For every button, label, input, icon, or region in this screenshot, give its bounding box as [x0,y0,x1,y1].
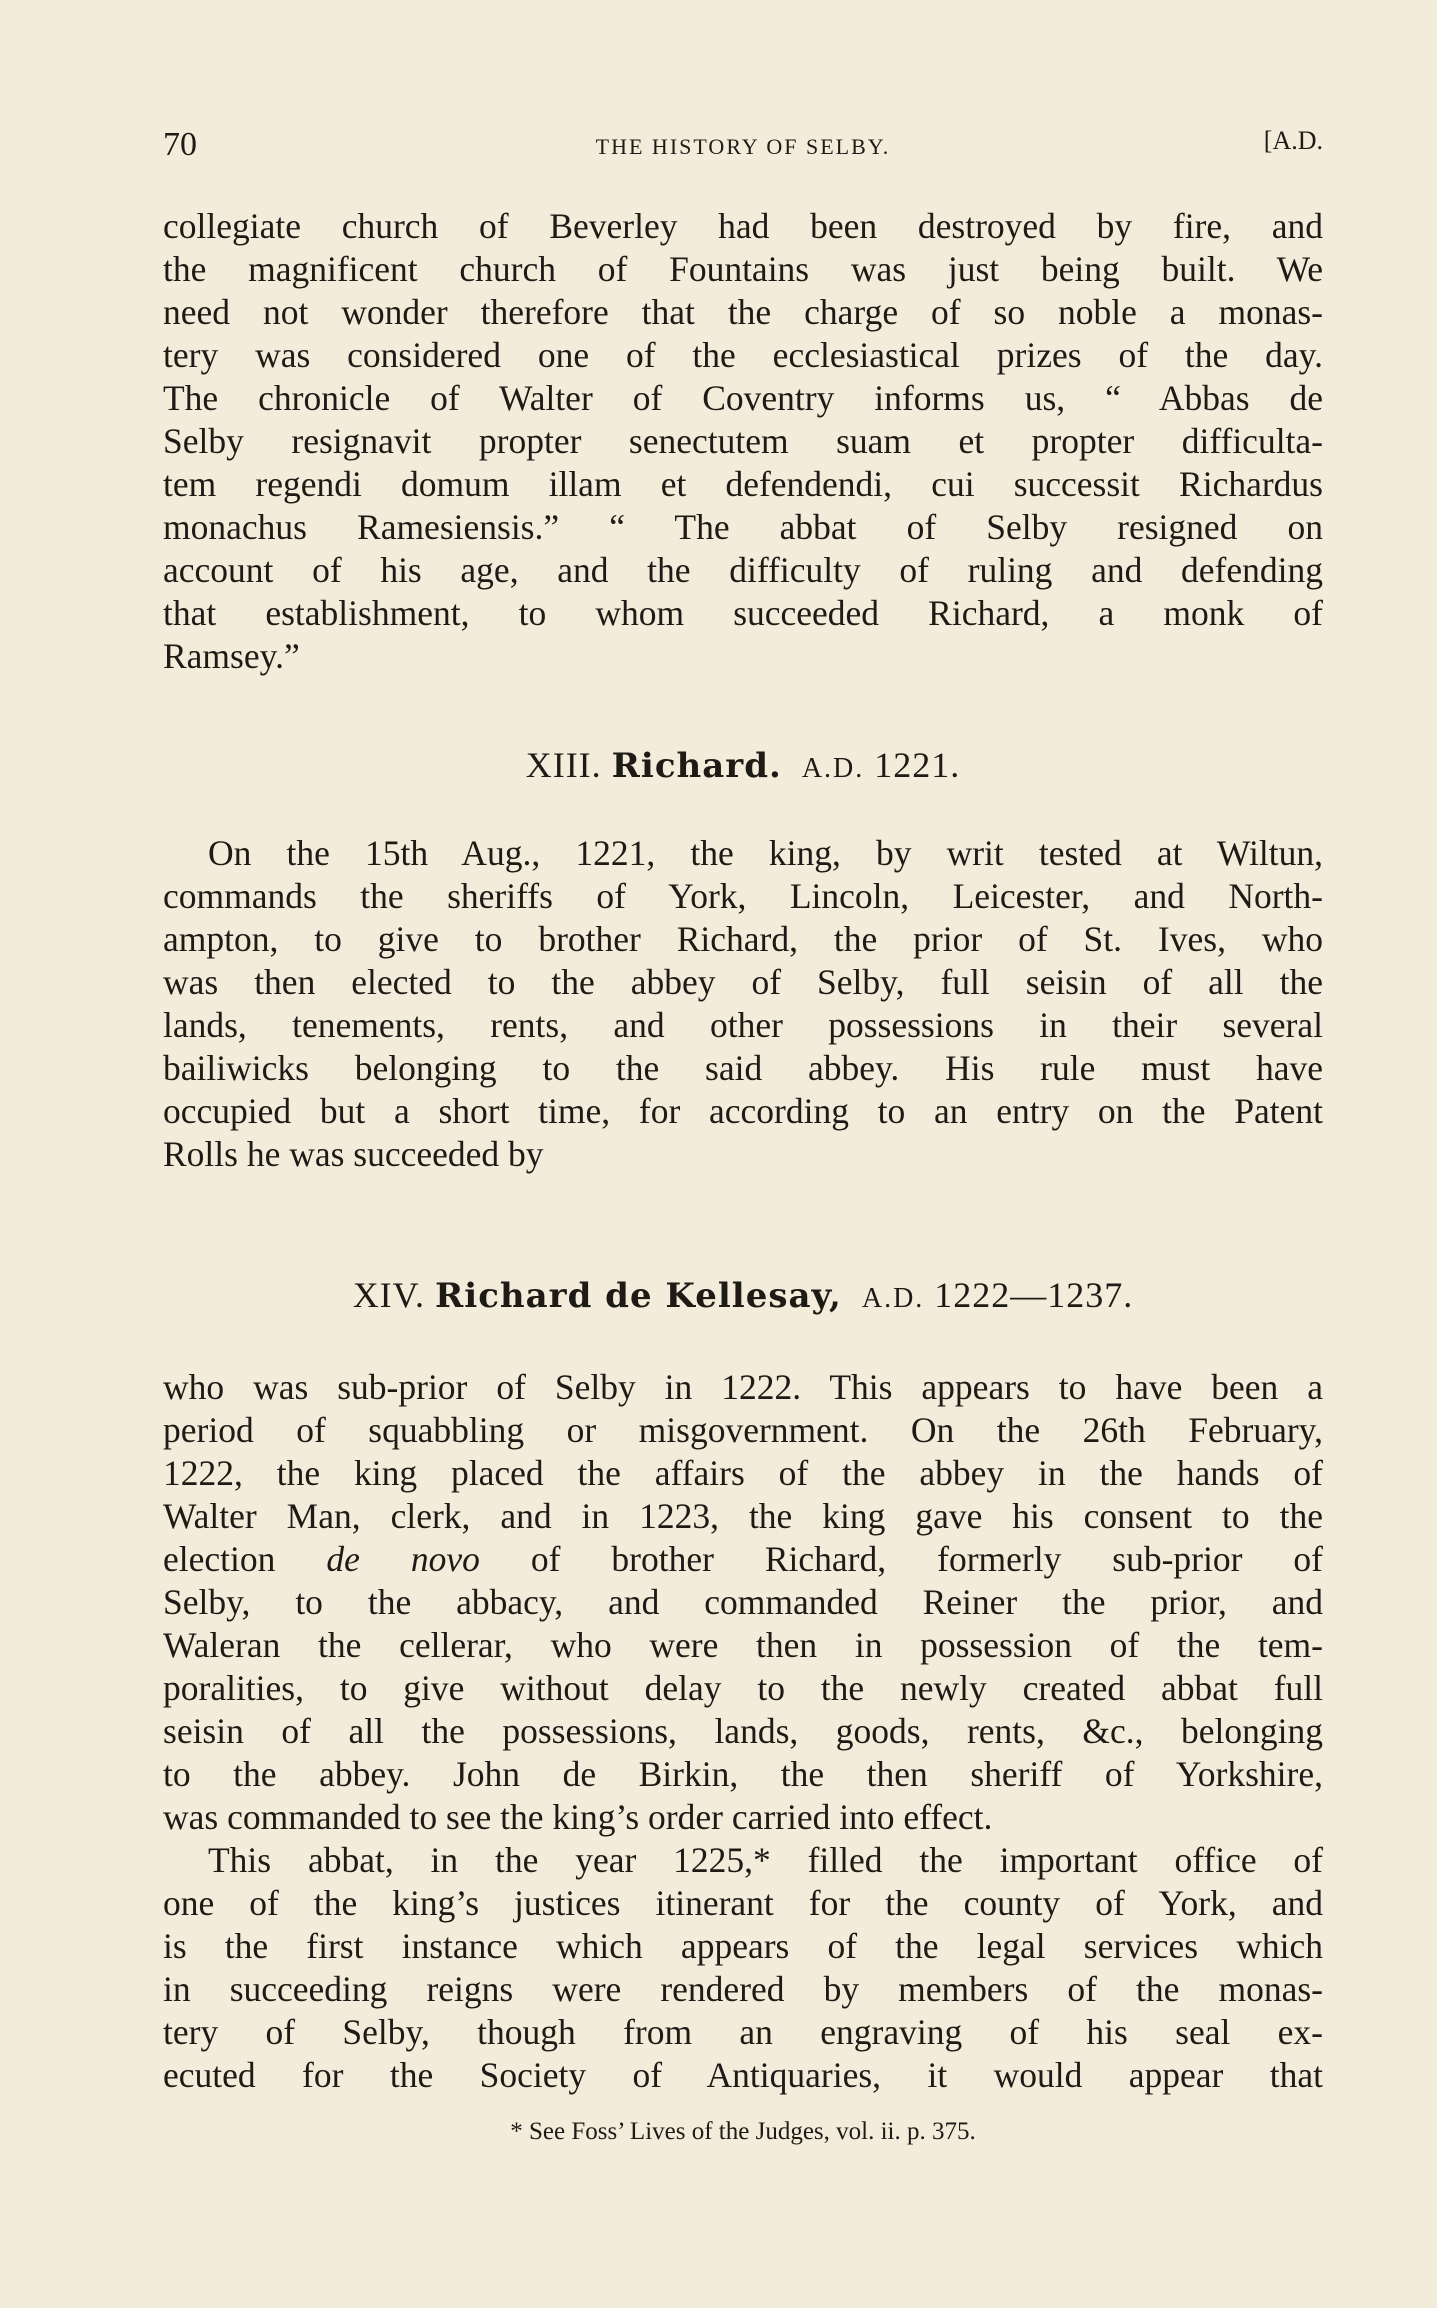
text-line: poralities, to give without delay to the newly created abbat full [163,1668,1323,1708]
text-line: Selby resignavit propter senectutem suam et propter difficulta- [163,421,1323,461]
section-numeral: XIII. [525,745,602,785]
text-line: This abbat, in the year 1225,* filled the important office of [208,1840,1323,1880]
section-name: Richard. [611,746,782,786]
text-line: account of his age, and the difficulty of ruling and defending [163,550,1323,590]
text-line: was then elected to the abbey of Selby, full seisin of all the [163,962,1323,1002]
text-line: Ramsey.” [163,636,300,676]
text-line: seisin of all the possessions, lands, goods, rents, &c., belonging [163,1711,1323,1751]
text-line: is the first instance which appears of the legal services which [163,1926,1323,1966]
text-line: tem regendi domum illam et defendendi, cui successit Richardus [163,464,1323,504]
page-number: 70 [163,126,197,163]
body-text [163,205,1323,2097]
text-line: tery of Selby, though from an engraving of his seal ex- [163,2012,1323,2052]
text-line: Waleran the cellerar, who were then in possession of the tem- [163,1625,1323,1665]
text-line: tery was considered one of the ecclesiastical prizes of the day. [163,335,1323,375]
paragraph-1 [163,205,1323,678]
text-fragment: of brother Richard, formerly sub-prior of [479,1539,1323,1579]
section-heading-xiii [163,744,1323,790]
text-line: to the abbey. John de Birkin, the then sheriff of Yorkshire, [163,1754,1323,1794]
italic-phrase: de novo [326,1539,480,1579]
footnote: * See Foss’ Lives of the Judges, vol. ii. p. 375. [510,2118,976,2145]
text-line: ampton, to give to brother Richard, the prior of St. Ives, who [163,919,1323,959]
text-line: lands, tenements, rents, and other possessions in their several [163,1005,1323,1045]
text-line: commands the sheriffs of York, Lincoln, Leicester, and North- [163,876,1323,916]
text-line: Rolls he was succeeded by [163,1134,544,1174]
era-label: A.D. [861,1283,925,1314]
section-numeral: XIV. [352,1275,426,1315]
text-fragment: election [163,1539,327,1579]
text-line: On the 15th Aug., 1221, the king, by writ tested at Wiltun, [208,833,1323,873]
text-line: one of the king’s justices itinerant for the county of York, and [163,1883,1323,1923]
text-line: who was sub-prior of Selby in 1222. This appears to have been a [163,1367,1323,1407]
paragraph-2 [163,832,1323,1176]
text-line: period of squabbling or misgovernment. On the 26th February, [163,1410,1323,1450]
text-line: The chronicle of Walter of Coventry informs us, “ Abbas de [163,378,1323,418]
paragraph-4 [163,1839,1323,2097]
text-line: 1222, the king placed the affairs of the abbey in the hands of [163,1453,1323,1493]
section-year: 1221. [874,745,961,785]
text-line: bailiwicks belonging to the said abbey. His rule must have [163,1048,1323,1088]
text-line: was commanded to see the king’s order carried into effect. [163,1797,993,1837]
section-name: Richard de Kellesay, [435,1276,842,1316]
text-line: monachus Ramesiensis.” “ The abbat of Selby resigned on [163,507,1323,547]
text-line: in succeeding reigns were rendered by members of the monas- [163,1969,1323,2009]
text-line: that establishment, to whom succeeded Richard, a monk of [163,593,1323,633]
text-line: occupied but a short time, for according to an entry on the Patent [163,1091,1323,1131]
text-line: ecuted for the Society of Antiquaries, it would appear that [163,2055,1323,2095]
text-line [163,1538,1323,1581]
page-header [163,120,1323,170]
era-label: A.D. [801,753,865,784]
running-title: THE HISTORY OF SELBY. [595,134,891,159]
text-line: collegiate church of Beverley had been destroyed by fire, and [163,206,1323,246]
paragraph-3 [163,1366,1323,1839]
text-line: Selby, to the abbacy, and commanded Reiner the prior, and [163,1582,1323,1622]
text-line: Walter Man, clerk, and in 1223, the king gave his consent to the [163,1496,1323,1536]
text-line: the magnificent church of Fountains was just being built. We [163,249,1323,289]
section-heading-xiv [163,1274,1323,1320]
text-line: need not wonder therefore that the charge of so noble a monas- [163,292,1323,332]
section-year: 1222—1237. [934,1275,1134,1315]
era-marker: [A.D. [1263,126,1323,155]
